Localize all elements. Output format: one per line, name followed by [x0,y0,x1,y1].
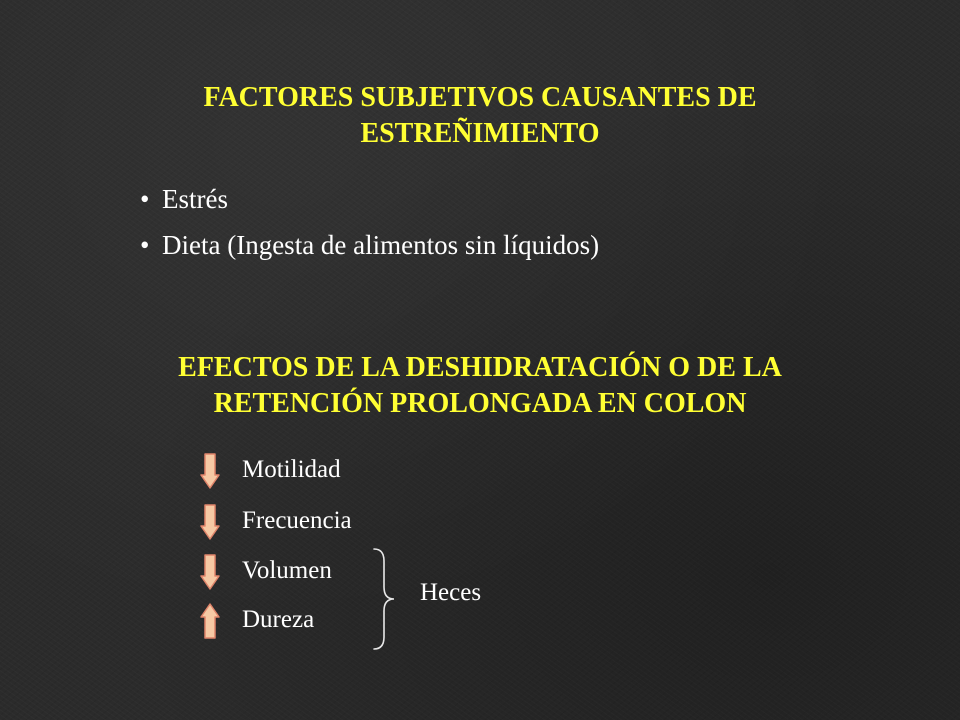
causes-list [140,176,599,268]
effect-label: Motilidad [242,456,341,483]
down-arrow-icon [200,453,220,489]
down-arrow-icon [200,504,220,540]
effect-label: Frecuencia [242,507,352,534]
section2-title-line-1: EFECTOS DE LA DESHIDRATACIÓN O DE LA [178,352,782,383]
list-item [140,222,599,268]
list-item-text: Estrés [162,184,228,214]
heces-label: Heces [420,579,482,606]
bullet-marker: • [140,230,150,260]
list-item [140,176,599,222]
right-brace-icon [370,547,410,651]
up-arrow-icon [200,603,220,639]
effect-label: Volumen [242,557,332,584]
section2-title-line-2: RETENCIÓN PROLONGADA EN COLON [213,388,747,419]
down-arrow-icon [200,554,220,590]
effect-row-frecuencia [200,503,460,543]
section1-title-line-1: FACTORES SUBJETIVOS CAUSANTES DE [203,82,757,113]
section1-title [60,80,900,152]
bullet-marker: • [140,184,150,214]
effect-row-motilidad [200,452,460,492]
section1-title-line-2: ESTREÑIMIENTO [360,118,600,149]
list-item-text: Dieta (Ingesta de alimentos sin líquidos) [162,230,600,260]
section2-title [60,350,900,422]
effect-label: Dureza [242,606,315,633]
